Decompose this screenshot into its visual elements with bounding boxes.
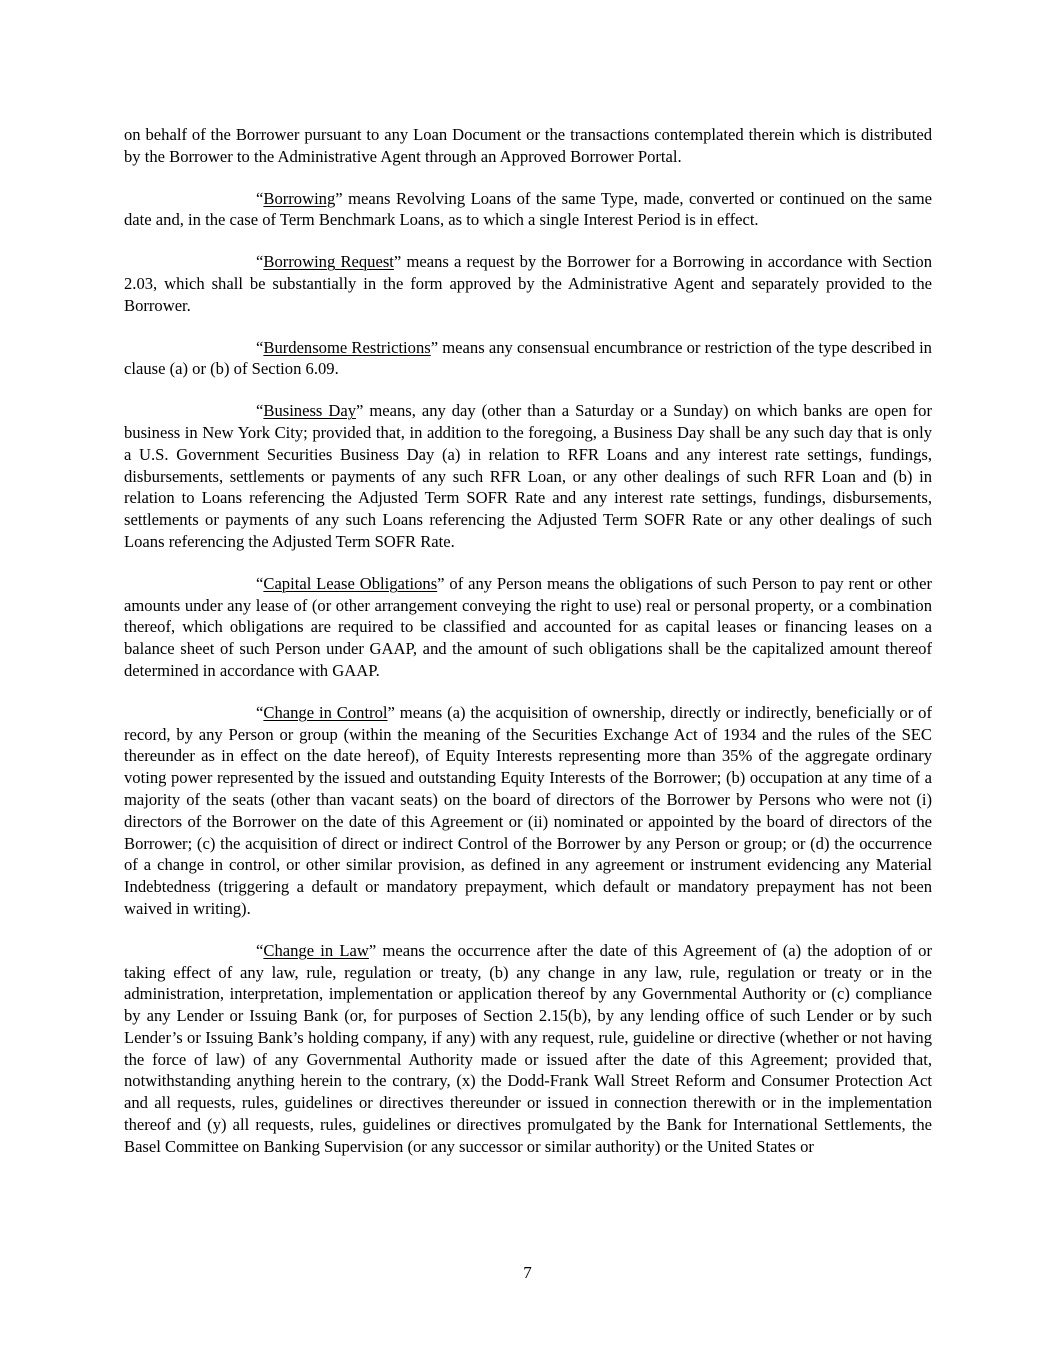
- definition-body: means Revolving Loans of the same Type, made, converted or continued on the same date and, in the case of Term Benchmark Loans, as to which a single Interest Period is in effect.: [124, 188, 932, 230]
- definition-body: means the occurrence after the date of this Agreement of (a) the adoption of or taking effect of any law, rule, regulation or treaty, (b) any change in any law, rule, regulation or treaty or in the administration, interpretation, implementation or application thereof by any Governmental Authority or (c) compliance by any Lender or Issuing Bank (or, for purposes of Section 2.15(b), by any lending office of such Lender or by such Lender’s or Issuing Bank’s holding company, if any) with any request, rule, guideline or directive (whether or not having the force of law) of any Governmental Authority made or issued after the date of this Agreement; provided that, notwithstanding anything herein to the contrary, (x) the Dodd-Frank Wall Street Reform and Consumer Protection Act and all requests, rules, guidelines or directives thereunder or issued in connection therewith or in the implementation thereof and (y) all requests, rules, guidelines or directives promulgated by the Bank for International Settlements, the Basel Committee on Banking Supervision (or any successor or similar authority) or the United States or: [124, 940, 932, 1156]
- close-quote: ”: [437, 573, 445, 593]
- definition-business-day: [124, 400, 932, 553]
- defined-term: Change in Control: [263, 702, 388, 722]
- definition-body: means any consensual encumbrance or restriction of the type described in clause (a) or (b) of Section 6.09.: [124, 337, 932, 379]
- page-number: 7: [523, 1263, 532, 1282]
- defined-term: Capital Lease Obligations: [263, 573, 438, 593]
- open-quote: “: [256, 337, 264, 357]
- defined-term: Burdensome Restrictions: [263, 337, 431, 357]
- close-quote: ”: [393, 252, 402, 272]
- definition-body: means (a) the acquisition of ownership, directly or indirectly, beneficially or of record, by any Person or group (within the meaning of the Securities Exchange Act of 1934 and the rules of the SEC thereunder as in effect on the date hereof), of Equity Interests representing more than 35% of the aggregate ordinary voting power represented by the issued and outstanding Equity Interests of the Borrower; (b) occupation at any time of a majority of the seats (other than vacant seats) on the board of directors of the Borrower by Persons who were not (i) directors of the Borrower on the date of this Agreement or (ii) nominated or appointed by the board of directors of the Borrower; (c) the acquisition of direct or indirect Control of the Borrower by any Person or group; or (d) the occurrence of a change in control, or other similar provision, as defined in any agreement or instrument evidencing any Material Indebtedness (triggering a default or mandatory prepayment, which default or mandatory prepayment has not been waived in writing).: [124, 702, 932, 918]
- open-quote: “: [256, 401, 264, 421]
- definition-borrowing: [124, 188, 932, 232]
- paragraph-continuation: [124, 124, 932, 168]
- open-quote: “: [256, 188, 264, 208]
- close-quote: ”: [356, 401, 364, 421]
- open-quote: “: [256, 573, 264, 593]
- definition-borrowing-request: [124, 251, 932, 316]
- definition-burdensome-restrictions: [124, 337, 932, 381]
- open-quote: “: [256, 940, 264, 960]
- definition-body: of any Person means the obligations of such Person to pay rent or other amounts under any lease of (or other arrangement conveying the right to use) real or personal property, or a combination thereof, which obligations are required to be classified and accounted for as capital leases or financing leases on a balance sheet of such Person under GAAP, and the amount of such obligations shall be the capitalized amount thereof determined in accordance with GAAP.: [124, 573, 932, 680]
- defined-term: Business Day: [263, 401, 356, 421]
- close-quote: ”: [387, 702, 395, 722]
- definition-body: means a request by the Borrower for a Borrowing in accordance with Section 2.03, which shall be substantially in the form approved by the Administrative Agent and separately provided to the Borrower.: [124, 252, 932, 315]
- definition-body: means, any day (other than a Saturday or a Sunday) on which banks are open for business in New York City; provided that, in addition to the foregoing, a Business Day shall be any such day that is only a U.S. Government Securities Business Day (a) in relation to RFR Loans and any interest rate settings, fundings, disbursements, settlements or payments of any such RFR Loan, or any other dealings of such RFR Loan and (b) in relation to Loans referencing the Adjusted Term SOFR Rate and any interest rate settings, fundings, disbursements, settlements or payments of any such Loans referencing the Adjusted Term SOFR Rate or any other dealings of such Loans referencing the Adjusted Term SOFR Rate.: [124, 401, 932, 551]
- close-quote: ”: [430, 337, 439, 357]
- close-quote: ”: [368, 940, 377, 960]
- close-quote: ”: [335, 188, 343, 208]
- document-page: [124, 124, 932, 1178]
- definition-body: on behalf of the Borrower pursuant to any Loan Document or the transactions contemplated therein which is distributed by the Borrower to the Administrative Agent through an Approved Borrower Portal.: [124, 125, 932, 166]
- open-quote: “: [256, 702, 264, 722]
- defined-term: Borrowing Request: [263, 252, 394, 272]
- defined-term: Borrowing: [263, 188, 336, 208]
- open-quote: “: [256, 252, 264, 272]
- definition-change-in-law: [124, 940, 932, 1158]
- defined-term: Change in Law: [263, 940, 369, 960]
- definition-change-in-control: [124, 702, 932, 920]
- definition-capital-lease-obligations: [124, 573, 932, 682]
